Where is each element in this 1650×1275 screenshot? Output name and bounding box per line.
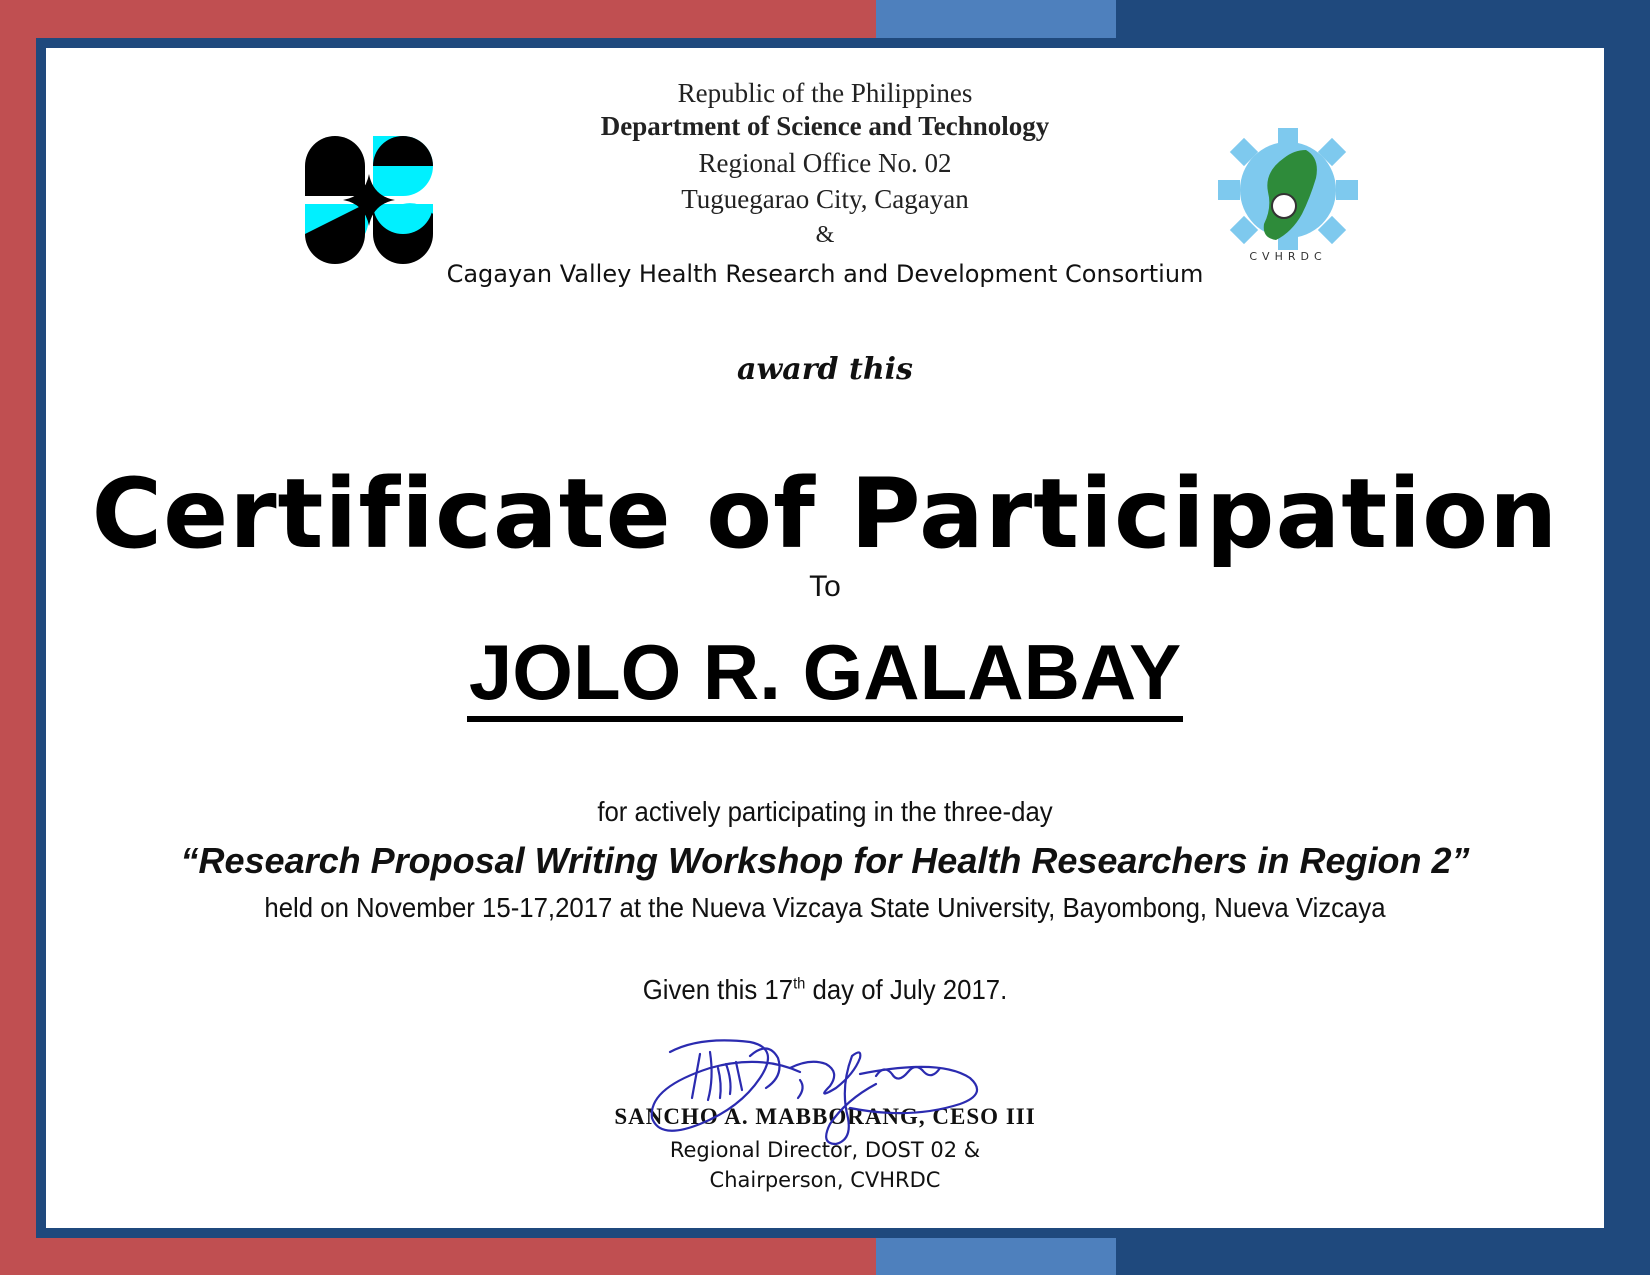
to-label: To <box>809 570 841 603</box>
given-suffix: day of July 2017. <box>805 974 1008 1005</box>
header-office: Regional Office No. 02 <box>698 148 952 178</box>
recipient-wrapper <box>0 628 1650 722</box>
header-ampersand: & <box>815 222 835 248</box>
signature-icon <box>640 1028 1000 1158</box>
signatory-role-line2: Chairperson, CVHRDC <box>709 1168 941 1192</box>
signatory-role-line1: Regional Director, DOST 02 & <box>669 1138 981 1162</box>
header-city: Tuguegarao City, Cagayan <box>681 184 969 214</box>
event-details: held on November 15-17,2017 at the Nueva Vizcaya State University, Bayombong, Nueva Vizcaya <box>264 892 1386 923</box>
header-republic: Republic of the Philippines <box>677 78 973 108</box>
header-department: Department of Science and Technology <box>600 111 1050 141</box>
award-this-text: award this <box>737 352 913 387</box>
given-ordinal: th <box>793 975 806 993</box>
cvhrdc-logo-text: CVHRDC <box>1249 250 1327 263</box>
given-prefix: Given this 17 <box>642 974 794 1005</box>
recipient-name: JOLO R. GALABAY <box>467 628 1183 722</box>
given-date <box>66 974 1584 1006</box>
header-consortium: Cagayan Valley Health Research and Development Consortium <box>446 260 1204 288</box>
signatory-name: SANCHO A. MABBORANG, CESO III <box>614 1104 1036 1129</box>
workshop-title: “Research Proposal Writing Workshop for Health Researchers in Region 2” <box>180 840 1470 881</box>
certificate-title: Certificate of Participation <box>91 458 1559 570</box>
participation-description: for actively participating in the three-day <box>597 796 1053 827</box>
